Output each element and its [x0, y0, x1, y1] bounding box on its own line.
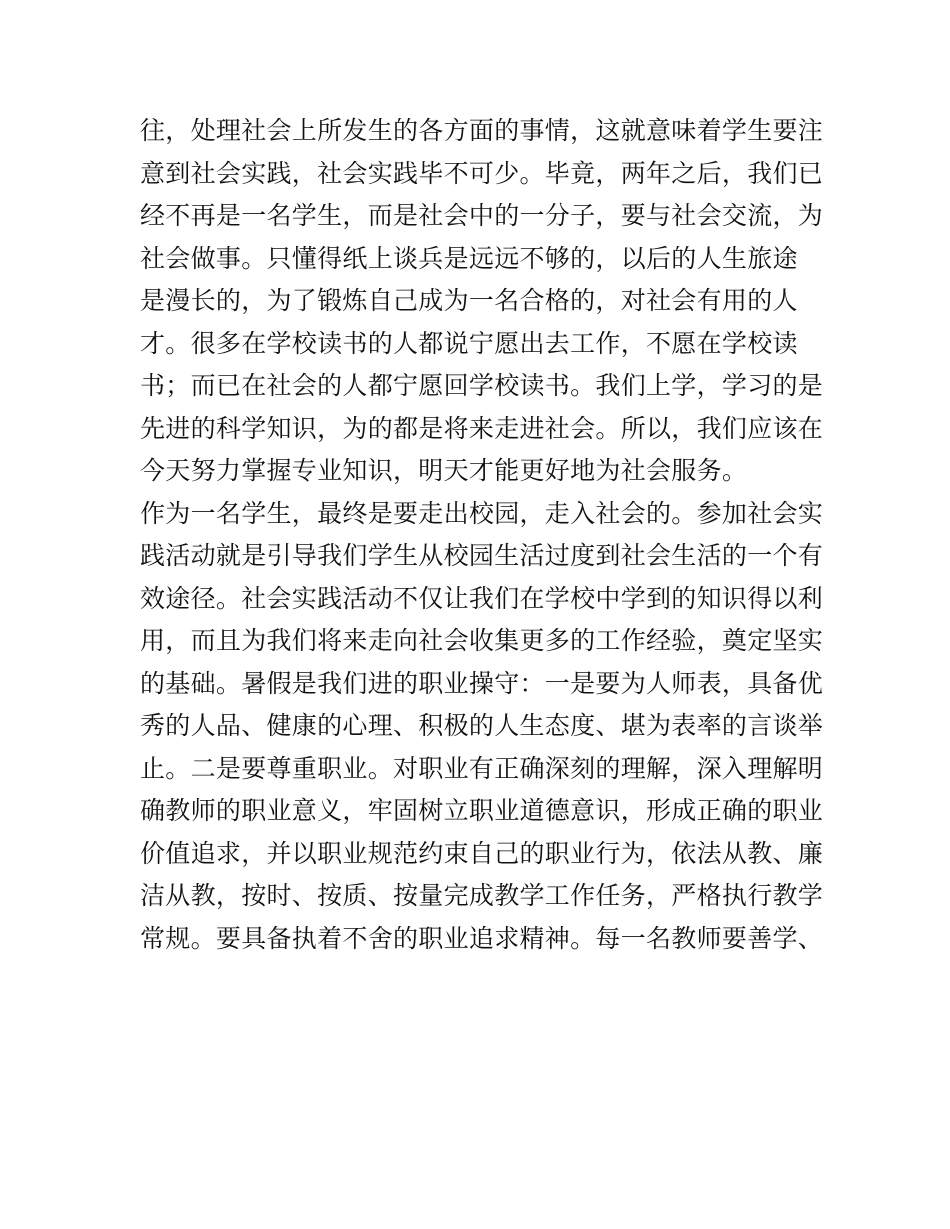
- text-line-1: 往，处理社会上所发生的各方面的事情，这就意味着学生要注: [140, 116, 824, 145]
- text-line-7: 书；而已在社会的人都宁愿回学校读书。我们上学，学习的是: [140, 371, 824, 400]
- text-line-17: 确教师的职业意义，牢固树立职业道德意识，形成正确的职业: [140, 796, 824, 825]
- text-line-15: 秀的人品、健康的心理、积极的人生态度、堪为表率的言谈举: [140, 711, 824, 740]
- text-line-4: 社会做事。只懂得纸上谈兵是远远不够的，以后的人生旅途: [140, 243, 798, 273]
- text-line-18: 价值追求，并以职业规范约束自己的职业行为，依法从教、廉: [140, 838, 824, 868]
- text-line-16: 止。二是要尊重职业。对职业有正确深刻的理解，深入理解明: [140, 753, 824, 783]
- text-line-5: 是漫长的，为了锻炼自己成为一名合格的，对社会有用的人: [140, 286, 798, 315]
- text-line-2: 意到社会实践，社会实践毕不可少。毕竟，两年之后，我们已: [140, 158, 824, 188]
- body-text: [140, 110, 824, 960]
- text-line-20: 常规。要具备执着不舍的职业追求精神。每一名教师要善学、: [140, 923, 824, 953]
- text-line-8: 先进的科学知识，为的都是将来走进社会。所以，我们应该在: [140, 413, 824, 443]
- text-line-6: 才。很多在学校读书的人都说宁愿出去工作，不愿在学校读: [140, 328, 798, 358]
- text-line-11: 践活动就是引导我们学生从校园生活过度到社会生活的一个有: [140, 541, 824, 570]
- text-line-19: 洁从教，按时、按质、按量完成教学工作任务，严格执行教学: [140, 881, 824, 910]
- text-line-9: 今天努力掌握专业知识，明天才能更好地为社会服务。: [140, 456, 748, 485]
- text-line-14: 的基础。暑假是我们进的职业操守：一是要为人师表，具备优: [140, 668, 824, 698]
- text-line-10: 作为一名学生，最终是要走出校园，走入社会的。参加社会实: [140, 498, 824, 528]
- text-line-3: 经不再是一名学生，而是社会中的一分子，要与社会交流，为: [140, 201, 824, 230]
- text-line-12: 效途径。社会实践活动不仅让我们在学校中学到的知识得以利: [140, 583, 824, 613]
- text-line-13: 用，而且为我们将来走向社会收集更多的工作经验，奠定坚实: [140, 626, 824, 655]
